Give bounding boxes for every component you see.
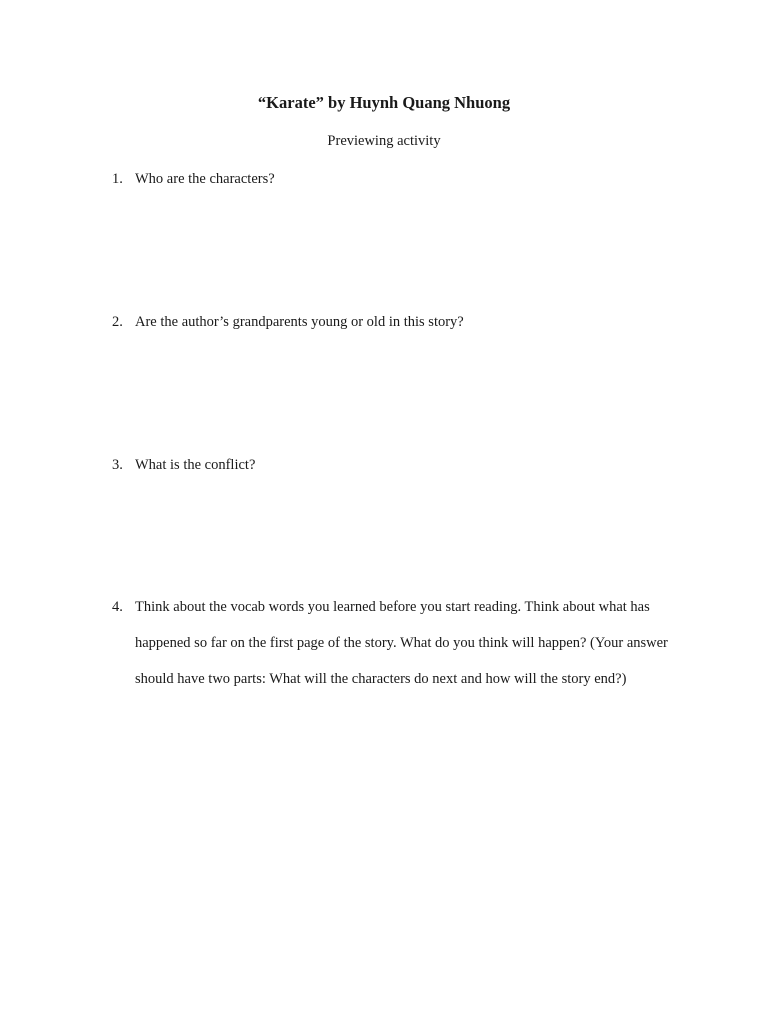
question-number: 1. [112, 171, 123, 187]
question-1 [112, 161, 672, 197]
question-3 [112, 447, 672, 483]
question-number: 3. [112, 457, 123, 473]
question-text: Think about the vocab words you learned before you start reading. Think about what has happened so far on the first page of the story. What do you think will happen? (Your answer should have two parts: What will the characters do next and how will the story end?) [135, 599, 668, 687]
question-number: 4. [112, 599, 123, 615]
document-title: “Karate” by Huynh Quang Nhuong [257, 93, 511, 112]
question-4 [112, 589, 672, 697]
question-text: Are the author’s grandparents young or old in this story? [135, 314, 464, 330]
document-subtitle: Previewing activity [327, 133, 441, 149]
question-text: Who are the characters? [135, 171, 275, 187]
question-number: 2. [112, 314, 123, 330]
question-text: What is the conflict? [135, 457, 256, 473]
question-2 [112, 304, 672, 340]
